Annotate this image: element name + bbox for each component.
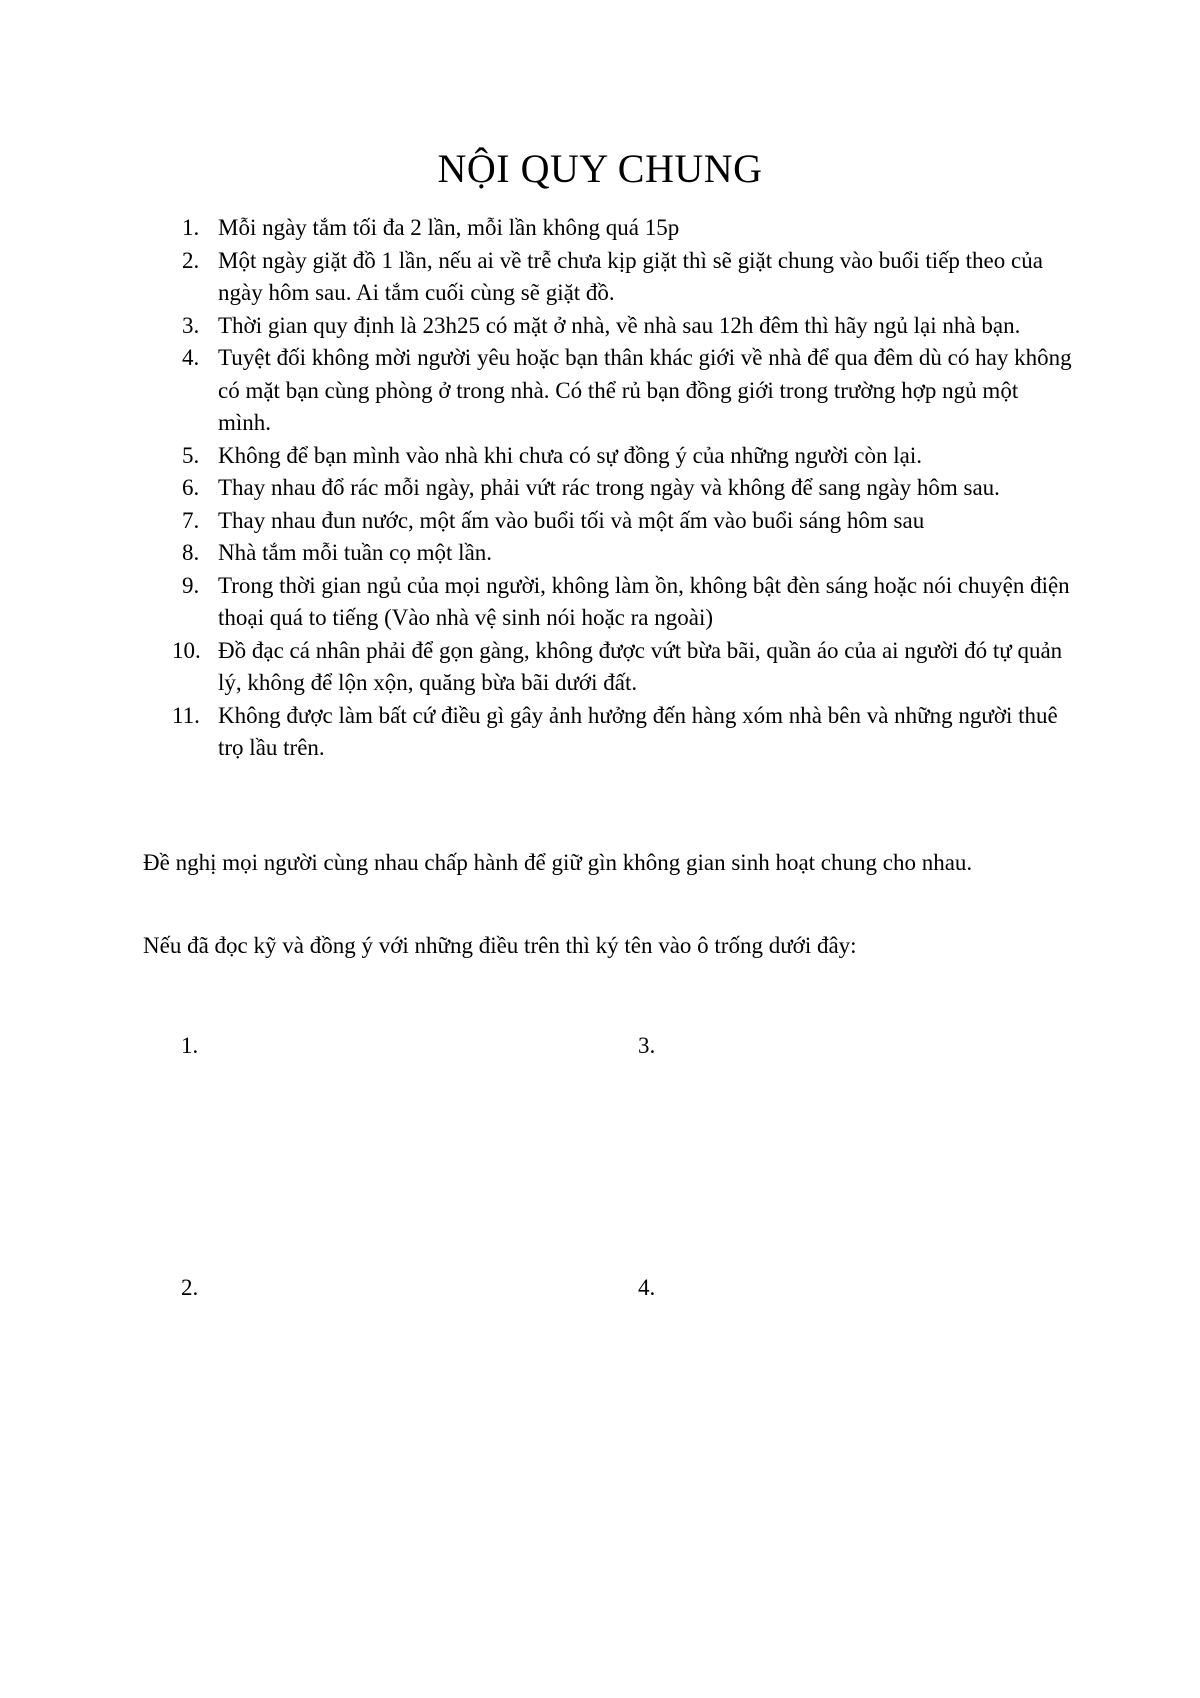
rule-text: Không để bạn mình vào nhà khi chưa có sự đồng ý của những người còn lại. [218, 442, 922, 468]
rule-text: Thay nhau đổ rác mỗi ngày, phải vứt rác trong ngày và không để sang ngày hôm sau. [218, 475, 1000, 500]
signature-slot-2: 2. [181, 1275, 199, 1300]
closing-paragraph: Đề nghị mọi người cùng nhau chấp hành để giữ gìn không gian sinh hoạt chung cho nhau. [143, 850, 973, 875]
rules-list [172, 212, 1072, 765]
signature-slot-3: 3. [638, 1033, 656, 1058]
rule-text: Đồ đạc cá nhân phải để gọn gàng, không được vứt bừa bãi, quần áo của ai người đó tự quản lý, không để lộn xộn, quăng bừa bãi dưới đất. [218, 637, 1063, 695]
signature-slot-1: 1. [181, 1033, 199, 1058]
rule-item [172, 245, 1072, 310]
document-title: NỘI QUY CHUNG [437, 146, 763, 191]
rule-item [172, 635, 1072, 700]
rule-number: 9. [182, 572, 200, 598]
signature-slot-4: 4. [638, 1275, 656, 1300]
rule-text: Mỗi ngày tắm tối đa 2 lần, mỗi lần không quá 15p [218, 215, 680, 240]
rule-item [172, 537, 1072, 570]
rule-item [172, 342, 1072, 440]
rule-number: 6. [182, 475, 200, 500]
rule-item [172, 310, 1072, 343]
rule-item [172, 700, 1072, 765]
rule-number: 4. [182, 345, 200, 370]
rule-item [172, 570, 1072, 635]
rule-text: Một ngày giặt đồ 1 lần, nếu ai về trễ chưa kịp giặt thì sẽ giặt chung vào buổi tiếp theo của ngày hôm sau. Ai tắm cuối cùng sẽ giặt đồ. [218, 247, 1043, 305]
rule-text: Thay nhau đun nước, một ấm vào buổi tối và một ấm vào buổi sáng hôm sau [218, 507, 925, 533]
signature-prompt: Nếu đã đọc kỹ và đồng ý với những điều trên thì ký tên vào ô trống dưới đây: [143, 933, 857, 958]
rule-item [172, 505, 1072, 538]
rule-text: Nhà tắm mỗi tuần cọ một lần. [218, 540, 493, 565]
rule-item [172, 440, 1072, 473]
rule-number: 10. [172, 637, 201, 663]
rule-number: 7. [182, 507, 200, 533]
rule-number: 8. [182, 540, 200, 565]
rule-text: Trong thời gian ngủ của mọi người, không làm ồn, không bật đèn sáng hoặc nói chuyện điện thoại quá to tiếng (Vào nhà vệ sinh nói hoặc ra ngoài) [218, 572, 1070, 630]
rule-item [172, 472, 1072, 505]
rule-number: 2. [182, 247, 200, 273]
rule-number: 1. [182, 215, 200, 240]
rule-text: Tuyệt đối không mời người yêu hoặc bạn thân khác giới về nhà để qua đêm dù có hay không có mặt bạn cùng phòng ở trong nhà. Có thể rủ bạn đồng giới trong trường hợp ngủ một mình. [218, 345, 1072, 435]
rule-number: 5. [182, 442, 200, 468]
rule-item [172, 212, 1072, 245]
rule-text: Không được làm bất cứ điều gì gây ảnh hưởng đến hàng xóm nhà bên và những người thuê trọ lầu trên. [218, 702, 1058, 760]
rule-number: 11. [172, 702, 200, 728]
rule-number: 3. [182, 312, 200, 338]
rule-text: Thời gian quy định là 23h25 có mặt ở nhà, về nhà sau 12h đêm thì hãy ngủ lại nhà bạn. [218, 312, 1021, 338]
